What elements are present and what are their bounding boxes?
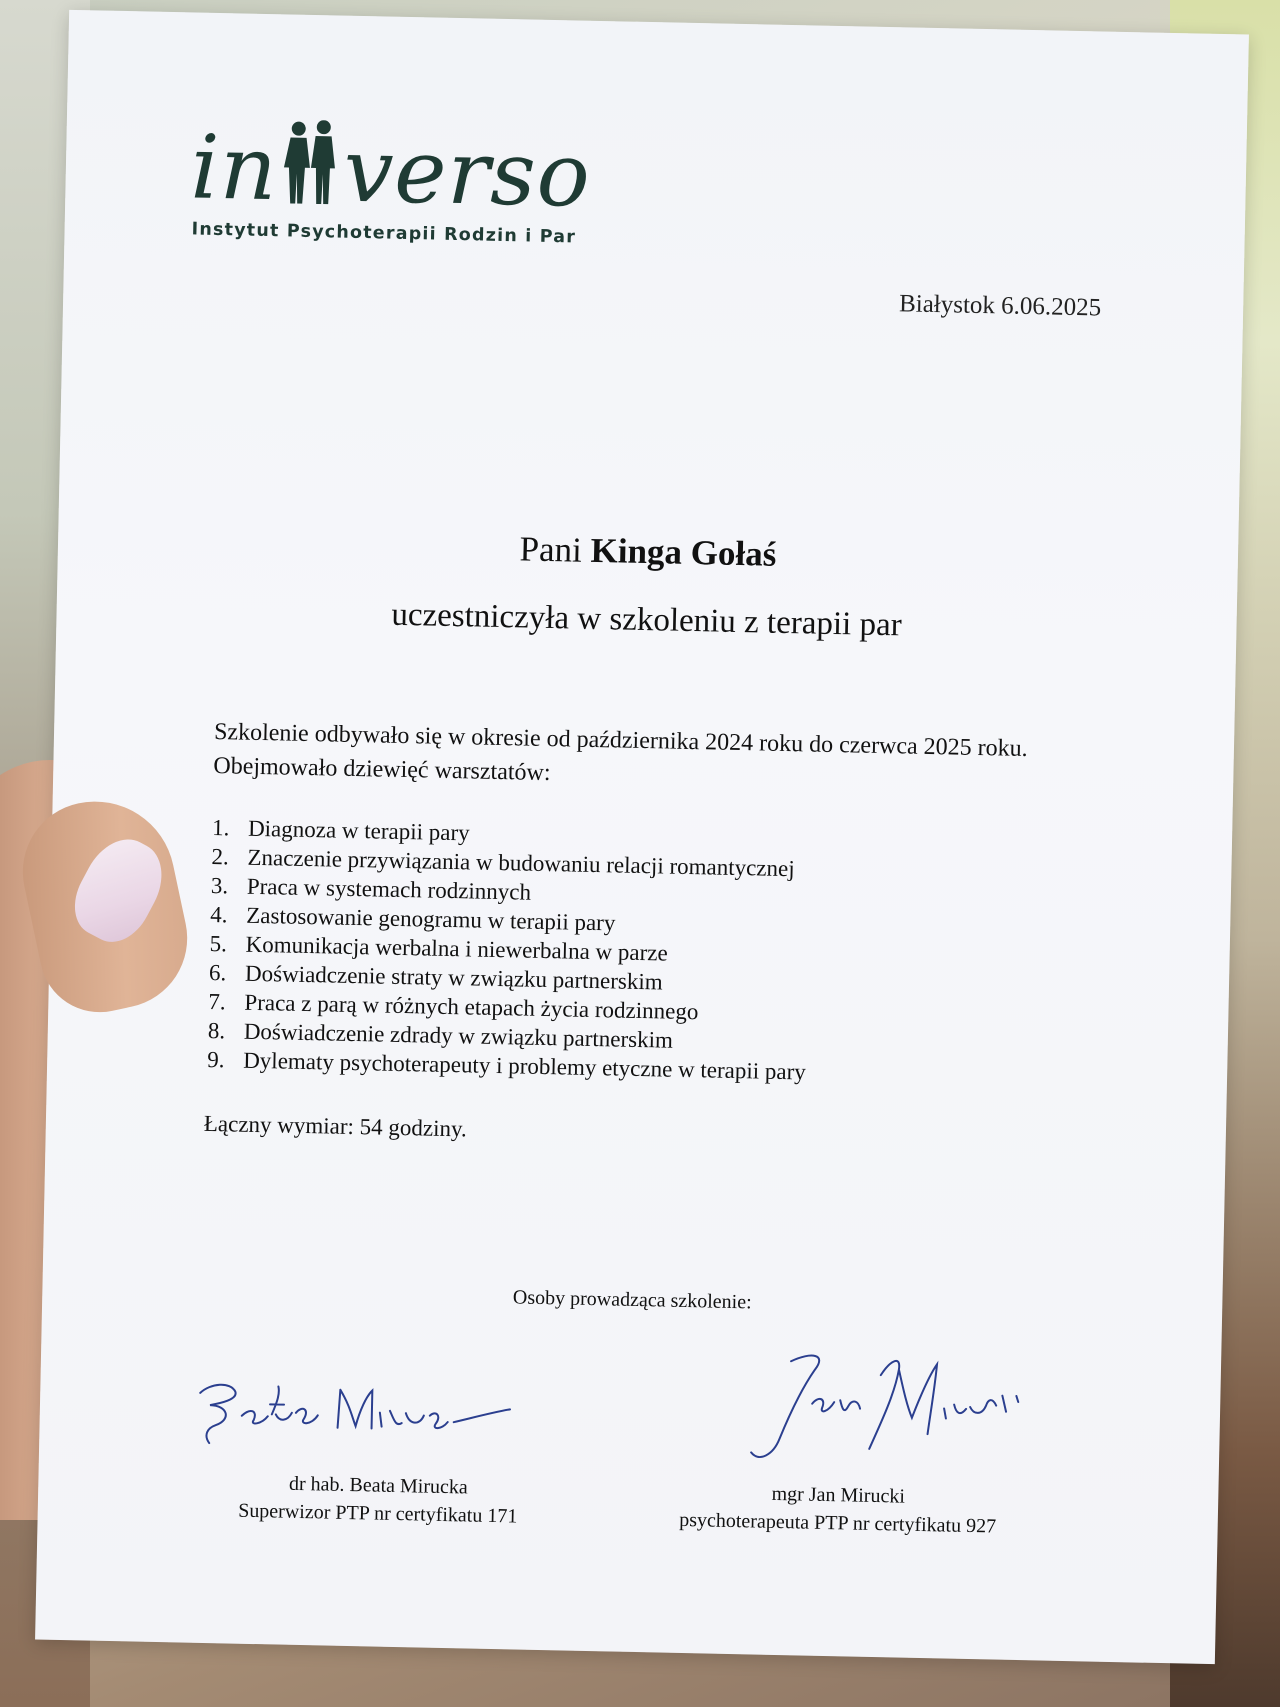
list-item: 1. Diagnoza w terapii pary <box>211 814 470 846</box>
list-item: 4. Zastosowanie genogramu w terapii pary <box>210 901 616 936</box>
signatory-role: Superwizor PTP nr certyfikatu 171 <box>237 1499 518 1528</box>
intro-period: Szkolenie odbywało się w okresie od października 2024 roku do czerwca 2025 roku. <box>213 719 1028 763</box>
issue-date: Białystok 6.06.2025 <box>898 290 1102 322</box>
signature-beata-mirucka <box>179 1362 521 1464</box>
signatory-1 <box>228 1468 529 1530</box>
list-item: 5. Komunikacja werbalna i niewerbalna w parze <box>209 930 668 966</box>
leaders-label: Osoby prowadząca szkolenie: <box>512 1286 752 1314</box>
logo-wordmark: in verso <box>189 115 592 227</box>
signature-jan-mirucki <box>729 1342 1032 1483</box>
logo-subtitle: Instytut Psychoterapii Rodzin i Par <box>191 219 577 248</box>
workshop-list <box>207 813 811 1086</box>
recipient-name: Kinga Gołaś <box>590 530 777 574</box>
institute-logo <box>189 117 591 247</box>
list-item: 7. Praca z parą w różnych etapach życia rodzinnego <box>208 988 699 1025</box>
signatory-name: mgr Jan Mirucki <box>771 1482 906 1508</box>
list-item: 3. Praca w systemach rodzinnych <box>210 872 532 905</box>
list-item: 2. Znaczenie przywiązania w budowaniu relacji romantycznej <box>211 843 795 882</box>
recipient-prefix: Pani <box>519 529 583 570</box>
list-item: 6. Doświadczenie straty w związku partnerskim <box>208 959 663 995</box>
list-item: 9. Dylematy psychoterapeuty i problemy etyczne w terapii pary <box>206 1046 807 1085</box>
certificate-paper <box>35 10 1249 1664</box>
signatory-2 <box>667 1478 1008 1541</box>
signatory-name: dr hab. Beata Mirucka <box>288 1472 468 1499</box>
recipient-line <box>58 520 1239 585</box>
training-intro <box>213 715 1028 800</box>
couple-figures-icon <box>279 119 343 218</box>
intro-workshops: Obejmowało dziewięć warsztatów: <box>213 753 551 787</box>
participation-statement: uczestniczyła w szkoleniu z terapii par <box>391 596 903 644</box>
list-item: 8. Doświadczenie zdrady w związku partnerskim <box>207 1017 674 1053</box>
signatory-role: psychoterapeuta PTP nr certyfikatu 927 <box>678 1508 997 1538</box>
total-hours: Łączny wymiar: 54 godziny. <box>203 1110 468 1142</box>
